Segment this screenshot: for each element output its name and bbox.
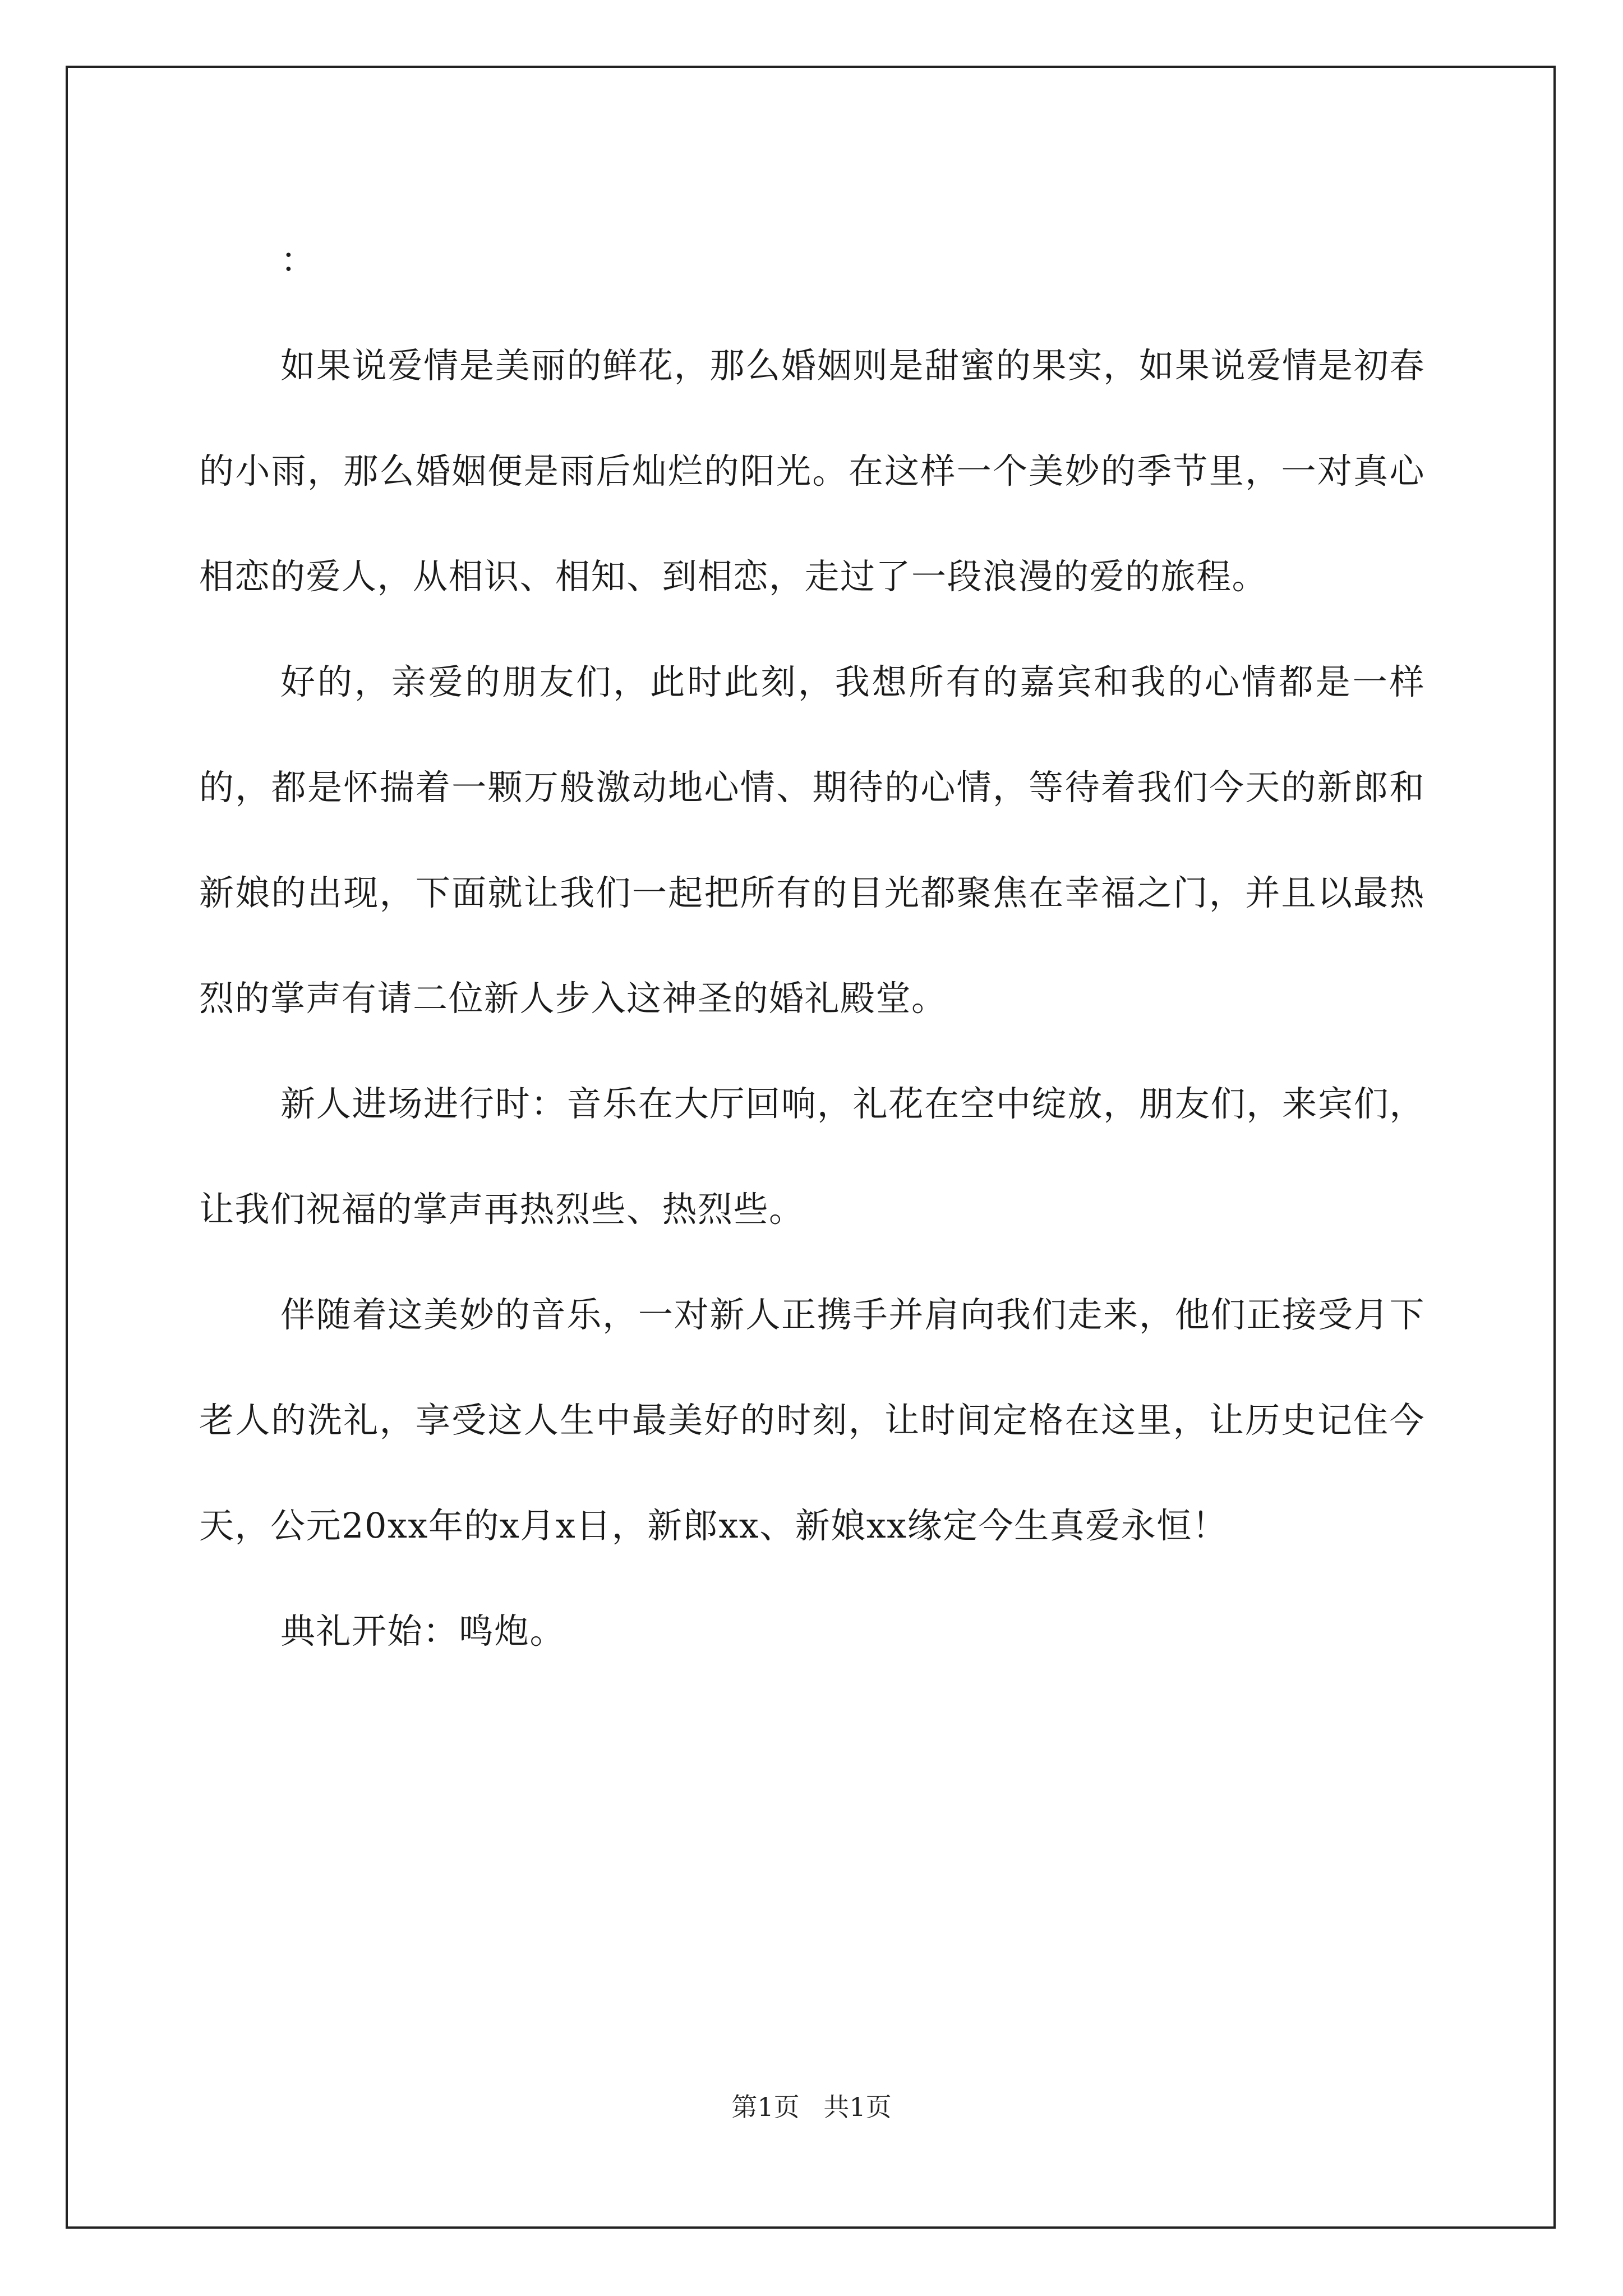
paragraph-ceremony-start: 典礼开始：鸣炮。 bbox=[280, 1611, 566, 1651]
paragraph-love-metaphor: 如果说爱情是美丽的鲜花，那么婚姻则是甜蜜的果实，如果说爱情是初春的小雨，那么婚姻便是雨后灿烂的阳光。在这样一个美妙的季节里，一对真心相恋的爱人，从相识、相知、到相恋，走过了一段浪漫的爱的旅程。 bbox=[199, 345, 1425, 597]
paragraph-couple-entrance: 新人进场进行时：音乐在大厅回响，礼花在空中绽放，朋友们，来宾们，让我们祝福的掌声再热烈些、热烈些。 bbox=[199, 1083, 1425, 1230]
document-body bbox=[199, 208, 1425, 1684]
paragraph-walking-in: 伴随着这美妙的音乐，一对新人正携手并肩向我们走来，他们正接受月下老人的洗礼，享受这人生中最美好的时刻，让时间定格在这里，让历史记住今天，公元20xx年的x月x日，新郎xx、新娘xx缘定今生真爱永恒！ bbox=[199, 1294, 1425, 1546]
page-current: 第1页 bbox=[731, 2092, 800, 2122]
page-footer bbox=[0, 2087, 1623, 2124]
paragraph-colon: ： bbox=[280, 240, 316, 280]
page-total: 共1页 bbox=[823, 2092, 892, 2122]
paragraph-welcome-guests: 好的，亲爱的朋友们，此时此刻，我想所有的嘉宾和我的心情都是一样的，都是怀揣着一颗万般激动地心情、期待的心情，等待着我们今天的新郎和新娘的出现，下面就让我们一起把所有的目光都聚焦在幸福之门，并且以最热烈的掌声有请二位新人步入这神圣的婚礼殿堂。 bbox=[199, 661, 1425, 1019]
